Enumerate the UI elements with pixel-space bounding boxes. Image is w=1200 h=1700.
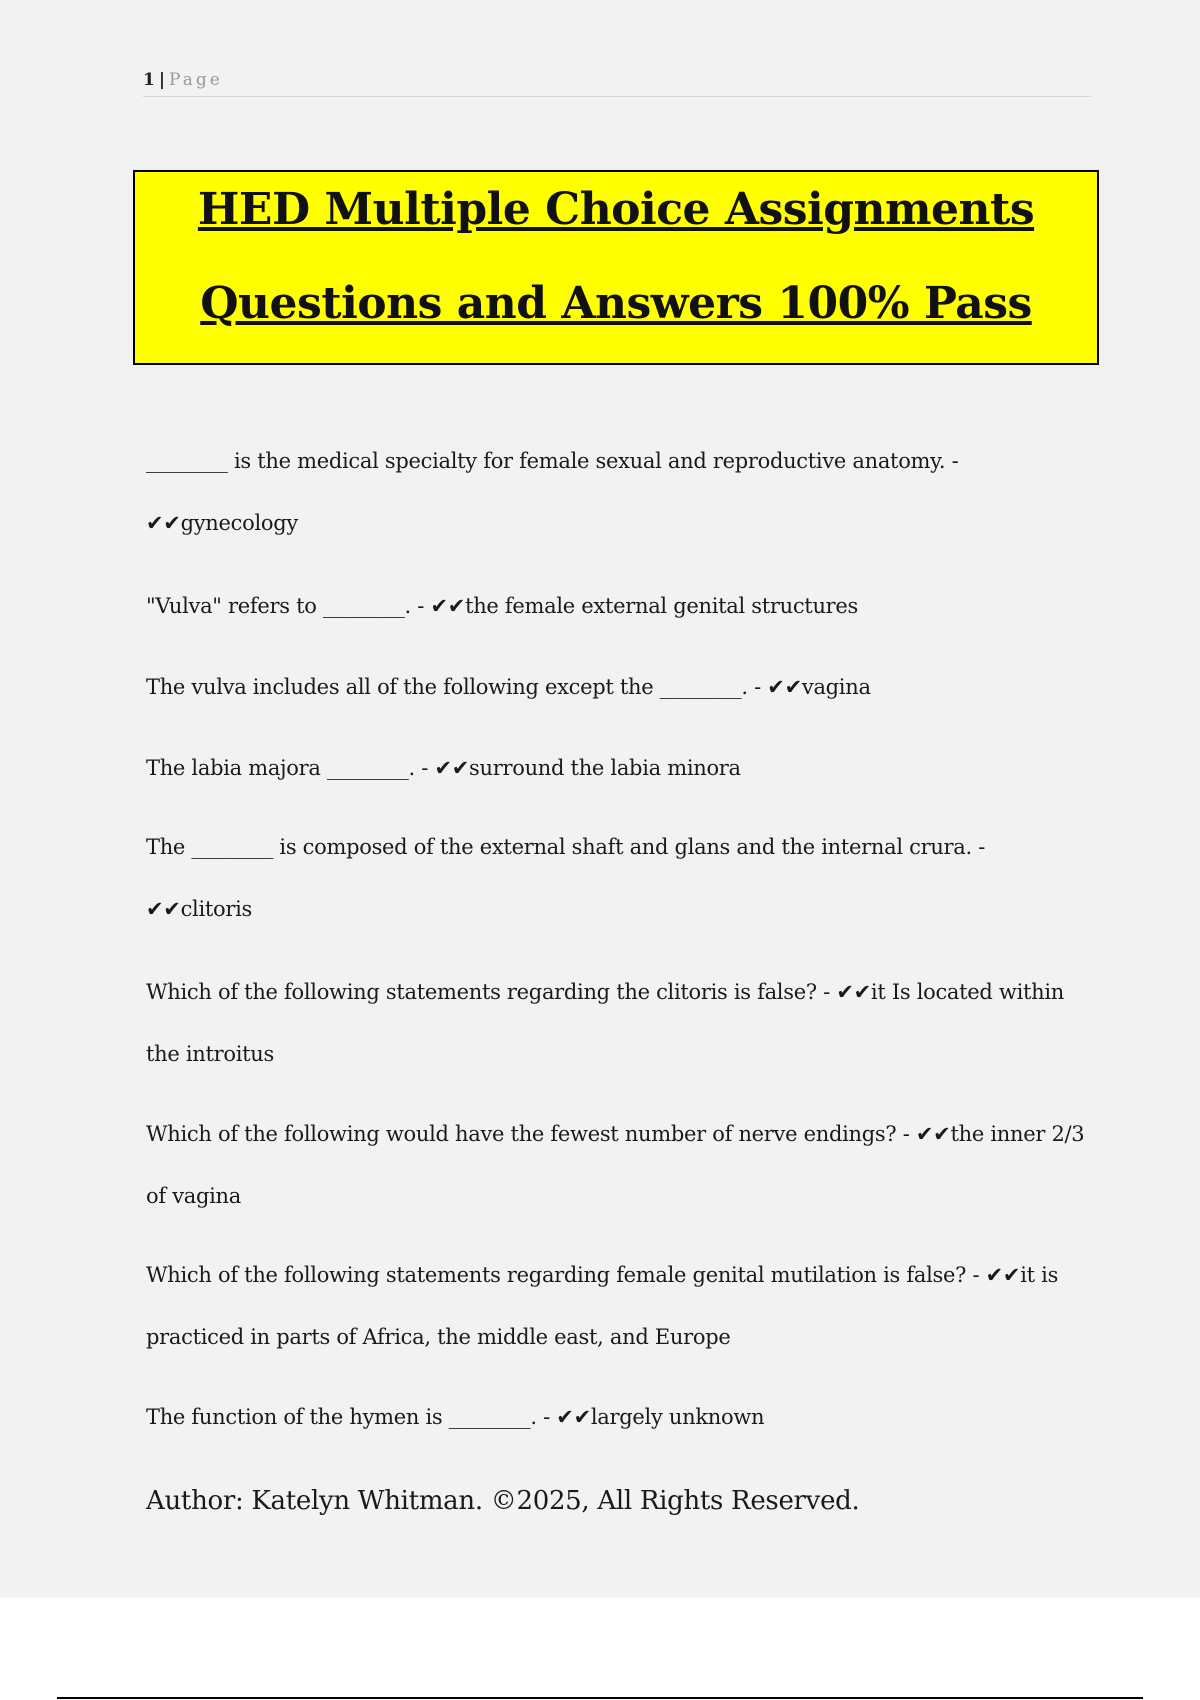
page-separator: | [158,70,166,90]
page-number: 1 [143,70,155,90]
page-header [143,70,1091,97]
qa-item: The labia majora ________. - ✔✔surround the labia minora [146,756,741,780]
qa-item: Which of the following statements regarding female genital mutilation is false? - ✔✔it is practiced in parts of Africa, the middle east, and Europe [146,1263,1059,1349]
page-label: Page [169,70,223,90]
title-line-1: HED Multiple Choice Assignments [197,184,1035,235]
title-box [133,170,1099,365]
qa-item: Which of the following statements regarding the clitoris is false? - ✔✔it Is located within the introitus [146,980,1065,1066]
qa-item: "Vulva" refers to ________. - ✔✔the female external genital structures [146,594,859,618]
qa-item: The vulva includes all of the following except the ________. - ✔✔vagina [146,675,871,699]
footer-rule [57,1697,1143,1699]
qa-item: The ________ is composed of the external shaft and glans and the internal crura. - ✔✔clitoris [146,835,986,921]
author-line: Author: Katelyn Whitman. ©2025, All Rights Reserved. [146,1486,860,1516]
title-line-2: Questions and Answers 100% Pass [200,278,1032,329]
qa-item: ________ is the medical specialty for female sexual and reproductive anatomy. - ✔✔gynecology [146,449,959,535]
qa-item: The function of the hymen is ________. - ✔✔largely unknown [146,1405,765,1429]
qa-item: Which of the following would have the fewest number of nerve endings? - ✔✔the inner 2/3 of vagina [146,1122,1085,1208]
